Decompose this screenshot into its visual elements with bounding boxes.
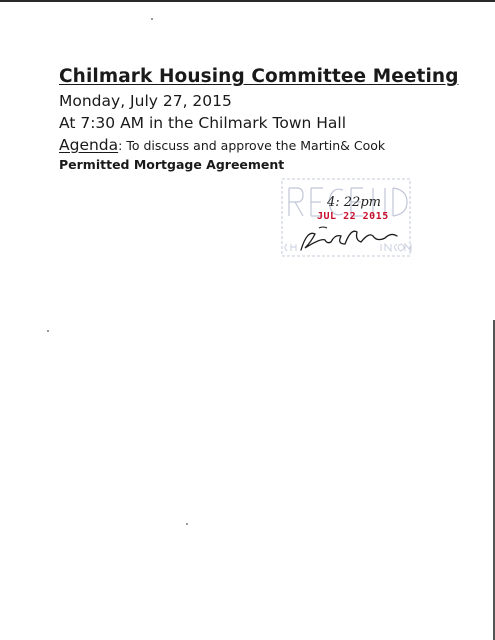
agenda-names: Martin& Cook <box>300 138 386 153</box>
handwritten-time: 4: 22pm <box>327 195 381 210</box>
agenda-text: : To discuss and approve the <box>118 138 301 153</box>
agenda-agreement: Permitted Mortgage Agreement <box>59 157 285 172</box>
scan-top-edge <box>0 0 495 2</box>
signature <box>301 231 397 250</box>
scan-speck <box>151 18 153 20</box>
agenda-line <box>59 136 385 154</box>
meeting-title: Chilmark Housing Committee Meeting <box>59 66 459 87</box>
meeting-date: Monday, July 27, 2015 <box>59 92 232 110</box>
received-stamp <box>281 178 413 258</box>
scan-speck <box>47 330 49 332</box>
stamp-date: JUL 22 2015 <box>317 211 389 222</box>
meeting-time-location: At 7:30 AM in the Chilmark Town Hall <box>59 114 347 132</box>
scan-speck <box>186 523 188 525</box>
agenda-label: Agenda <box>59 136 119 154</box>
